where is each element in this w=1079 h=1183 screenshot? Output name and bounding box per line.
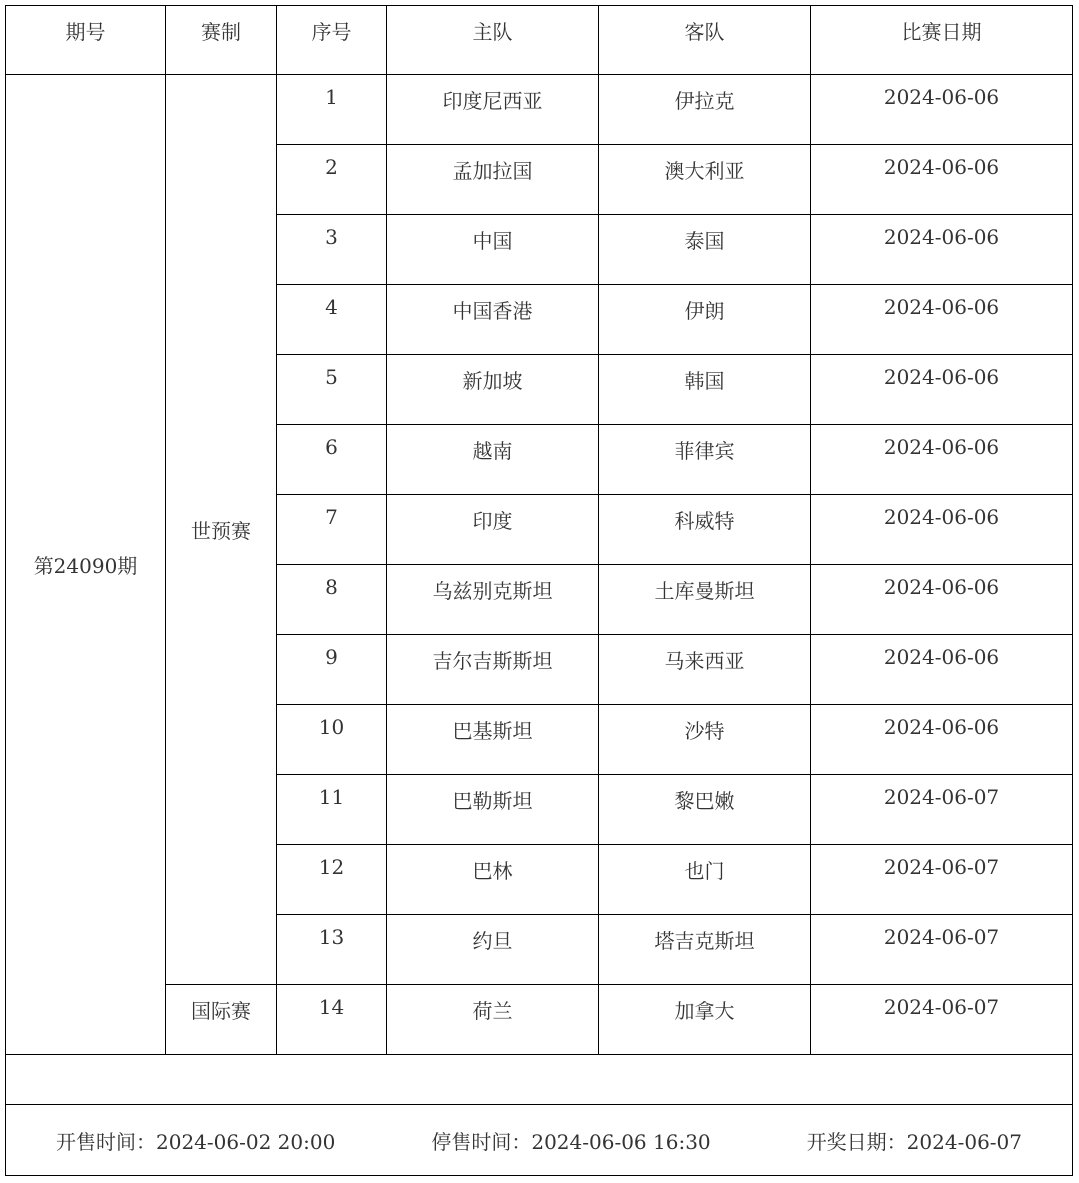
home-team-cell: 新加坡 xyxy=(387,355,599,425)
footer-cell xyxy=(6,1105,1073,1176)
home-team-cell: 巴基斯坦 xyxy=(387,705,599,775)
period-cell: 第24090期 xyxy=(6,75,166,1055)
home-team-cell: 越南 xyxy=(387,425,599,495)
away-team-cell: 加拿大 xyxy=(599,985,811,1055)
away-team-cell: 马来西亚 xyxy=(599,635,811,705)
home-team-cell: 印度 xyxy=(387,495,599,565)
header-match-date: 比赛日期 xyxy=(811,6,1073,75)
seq-cell: 2 xyxy=(277,145,387,215)
match-schedule-table xyxy=(5,5,1073,1176)
match-date-cell: 2024-06-07 xyxy=(811,845,1073,915)
match-date-cell: 2024-06-06 xyxy=(811,425,1073,495)
home-team-cell: 印度尼西亚 xyxy=(387,75,599,145)
seq-cell: 6 xyxy=(277,425,387,495)
match-date-cell: 2024-06-07 xyxy=(811,985,1073,1055)
seq-cell: 10 xyxy=(277,705,387,775)
home-team-cell: 巴勒斯坦 xyxy=(387,775,599,845)
seq-cell: 7 xyxy=(277,495,387,565)
match-date-cell: 2024-06-06 xyxy=(811,145,1073,215)
footer-info xyxy=(6,1126,1072,1155)
header-home-team: 主队 xyxy=(387,6,599,75)
match-date-cell: 2024-06-06 xyxy=(811,635,1073,705)
home-team-cell: 约旦 xyxy=(387,915,599,985)
header-period: 期号 xyxy=(6,6,166,75)
match-date-cell: 2024-06-06 xyxy=(811,705,1073,775)
away-team-cell: 科威特 xyxy=(599,495,811,565)
seq-cell: 11 xyxy=(277,775,387,845)
seq-cell: 12 xyxy=(277,845,387,915)
sale-stop-time: 停售时间：2024-06-06 16:30 xyxy=(431,1129,711,1154)
match-date-cell: 2024-06-06 xyxy=(811,355,1073,425)
away-team-cell: 澳大利亚 xyxy=(599,145,811,215)
header-seq: 序号 xyxy=(277,6,387,75)
draw-date: 开奖日期：2024-06-07 xyxy=(806,1129,1022,1154)
format-cell: 国际赛 xyxy=(166,985,277,1055)
away-team-cell: 塔吉克斯坦 xyxy=(599,915,811,985)
schedule-body xyxy=(6,75,1073,1055)
header-row xyxy=(6,6,1073,75)
header-away-team: 客队 xyxy=(599,6,811,75)
format-cell: 世预赛 xyxy=(166,75,277,985)
seq-cell: 3 xyxy=(277,215,387,285)
seq-cell: 13 xyxy=(277,915,387,985)
header-format: 赛制 xyxy=(166,6,277,75)
home-team-cell: 荷兰 xyxy=(387,985,599,1055)
seq-cell: 1 xyxy=(277,75,387,145)
match-date-cell: 2024-06-06 xyxy=(811,215,1073,285)
home-team-cell: 乌兹别克斯坦 xyxy=(387,565,599,635)
sale-start-time: 开售时间：2024-06-02 20:00 xyxy=(56,1129,336,1154)
seq-cell: 9 xyxy=(277,635,387,705)
match-date-cell: 2024-06-06 xyxy=(811,75,1073,145)
home-team-cell: 中国香港 xyxy=(387,285,599,355)
away-team-cell: 韩国 xyxy=(599,355,811,425)
home-team-cell: 孟加拉国 xyxy=(387,145,599,215)
seq-cell: 14 xyxy=(277,985,387,1055)
match-date-cell: 2024-06-06 xyxy=(811,495,1073,565)
away-team-cell: 沙特 xyxy=(599,705,811,775)
away-team-cell: 伊朗 xyxy=(599,285,811,355)
away-team-cell: 伊拉克 xyxy=(599,75,811,145)
home-team-cell: 巴林 xyxy=(387,845,599,915)
away-team-cell: 黎巴嫩 xyxy=(599,775,811,845)
table-row xyxy=(6,985,1073,1055)
away-team-cell: 菲律宾 xyxy=(599,425,811,495)
away-team-cell: 土库曼斯坦 xyxy=(599,565,811,635)
seq-cell: 4 xyxy=(277,285,387,355)
home-team-cell: 中国 xyxy=(387,215,599,285)
match-date-cell: 2024-06-07 xyxy=(811,775,1073,845)
match-date-cell: 2024-06-06 xyxy=(811,565,1073,635)
match-date-cell: 2024-06-07 xyxy=(811,915,1073,985)
blank-cell xyxy=(6,1055,1073,1105)
seq-cell: 5 xyxy=(277,355,387,425)
match-date-cell: 2024-06-06 xyxy=(811,285,1073,355)
footer-row xyxy=(6,1105,1073,1176)
away-team-cell: 也门 xyxy=(599,845,811,915)
table-row xyxy=(6,75,1073,145)
home-team-cell: 吉尔吉斯斯坦 xyxy=(387,635,599,705)
blank-row xyxy=(6,1055,1073,1105)
away-team-cell: 泰国 xyxy=(599,215,811,285)
seq-cell: 8 xyxy=(277,565,387,635)
